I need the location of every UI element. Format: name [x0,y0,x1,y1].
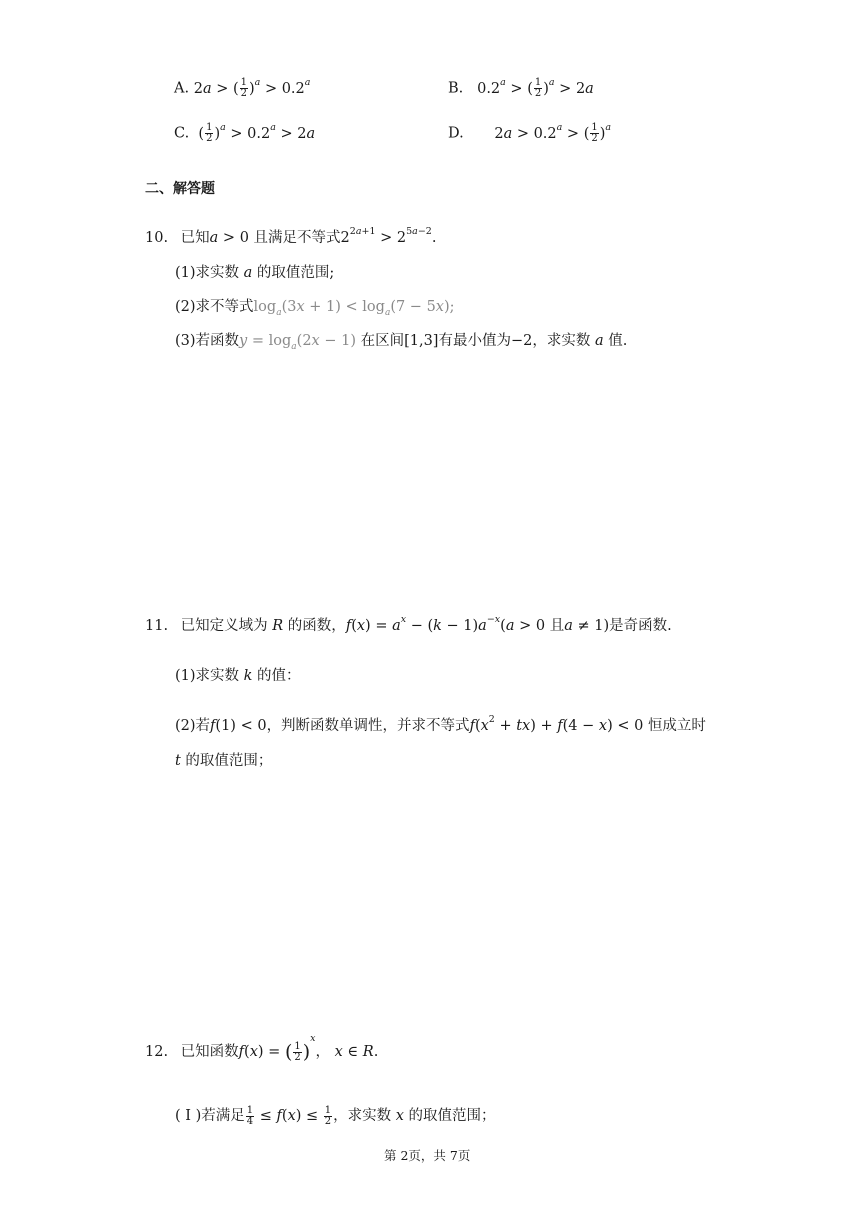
q11-func: $f(x) = a^x - (k - 1)a^{-x}(a > 0$ [345,614,550,634]
q11-part1-var: k [243,668,253,684]
q12-intro-pre: 已知函数 [180,1044,239,1060]
q10-part1-pre: (1)求实数 [175,265,244,281]
section-heading: 二、解答题 [145,181,215,197]
q10-part3-mid: 在区间[1,3]有最小值为−2，求实数 [360,333,595,349]
page-footer: 第 2页，共 7页 [384,1148,471,1163]
q11-part2-mid: ，判断函数单调性，并求不等式 [266,718,470,734]
q12-part1: ( I )若满足 $\frac{1}{4}$ ≤ f(x) ≤ $\frac{1}{2}$ ，求实数 x 的取值范围； [175,1104,496,1127]
q11-part1 [175,664,301,685]
option-c-expr: ( $\frac{1}{2}$ )$^a$ > 0.2$^a$ > 2a [193,121,316,144]
q11-part1-post: 的值： [252,668,301,684]
option-d-label: D. [448,125,464,142]
option-a-expr: 2a > ( $\frac{1}{2}$ )$^a$ > 0.2$^a$ [193,76,311,99]
q10-part1-var: a [243,265,253,281]
q12-part1-pre: ( I )若满足 [175,1108,245,1124]
option-a-label: A. [174,80,190,97]
q10-part1-post: 的取值范围; [252,265,335,281]
q11-part2-pre: (2)若 [175,718,211,734]
q10-part3-var: a [594,333,604,349]
q11-intro-R: R [272,618,284,634]
q10-part3-post: 值. [603,333,628,349]
q11-part2-line2 [175,749,272,770]
q11-number: 11. [145,618,169,634]
q11-intro-post1: 的函数， [283,618,346,634]
option-d-expr: 2a > 0.2$^a$ > ( $\frac{1}{2}$ )$^a$ [494,121,612,144]
q11-intro-tail: )是奇函数. [603,618,672,634]
q12-part1-var: x [395,1108,404,1124]
option-a [174,78,310,99]
q10-part3-expr: $y = \log_a(2x - 1)$ [239,333,356,352]
q11-part1-pre: (1)求实数 [175,668,244,684]
option-b [448,78,594,99]
q10-part1 [175,261,334,282]
q11-intro: 11. 已知定义域为 R 的函数，$f(x) = a^x - (k - 1)a^{-x}(a > 0$ 且a ≠ 1)是奇函数. [145,614,672,634]
q12-part1-post: 的取值范围； [403,1108,496,1124]
q10-intro-mid: 且满足不等式 [253,230,341,246]
option-d [448,123,611,144]
q11-part2-post: 恒成立时 [647,718,706,734]
q10-part3-pre: (3)若函数 [175,333,240,349]
q11-part2: (2)若f(1) < 0，判断函数单调性，并求不等式$f(x^2 + tx) + f(4 - x) < 0$ 恒成立时 [175,714,706,734]
q12-intro-post: ， [315,1044,331,1060]
q10-part3 [175,329,627,352]
q10-part2 [175,295,455,318]
q10-number: 10. [145,230,169,246]
q11-intro-pre: 已知定义域为 [180,618,273,634]
option-c-label: C. [174,125,190,142]
q11-intro-cond: 且 [549,618,565,634]
option-b-expr: 0.2$^a$ > ( $\frac{1}{2}$ )$^a$ > 2a [467,76,594,99]
q10-part2-pre: (2)求不等式 [175,299,254,315]
option-b-label: B. [448,80,464,97]
q10-intro-pre: 已知 [180,230,210,246]
q12-part1-mid: ，求实数 [333,1108,396,1124]
q12-intro: 12. 已知函数f(x) = ( $\frac{1}{2}$ )$^x$， x ∈ R. [145,1033,379,1063]
q10-cond: a [209,230,219,246]
q10-intro: 10. 已知a > 0 且满足不等式$2^{2a+1} > 2^{5a-2}$. [145,226,437,246]
option-c [174,123,315,144]
q10-part2-expr: $\log_a(3x + 1) < \log_a(7 - 5x)$; [253,299,455,318]
q11-part2-line2-text: 的取值范围； [180,753,273,769]
q11-part2-line2-var: t [175,753,181,769]
q12-number: 12. [145,1044,169,1060]
